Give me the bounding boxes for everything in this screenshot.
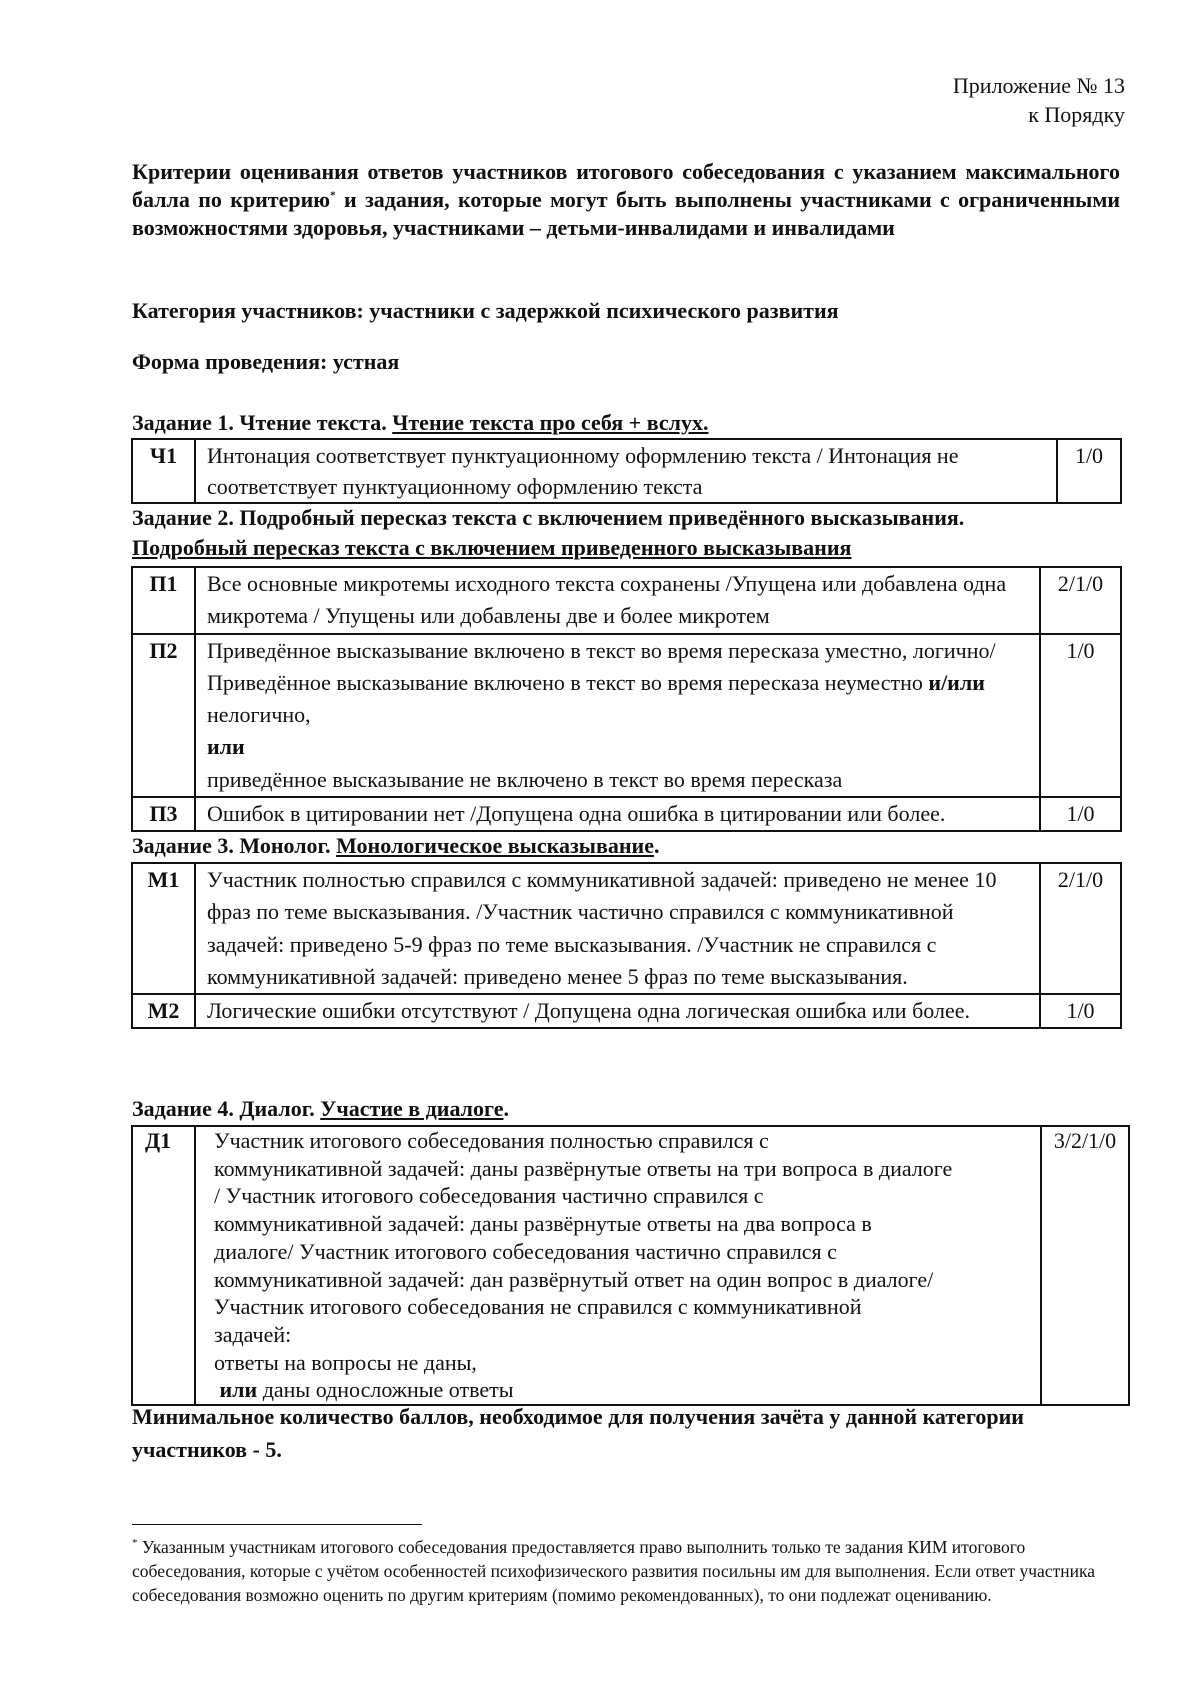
footnote-divider	[132, 1524, 422, 1525]
table-row	[132, 863, 1121, 994]
footnote-mark: *	[132, 1537, 138, 1550]
header-order: к Порядку	[1028, 102, 1125, 127]
title-part1: Критерии оценивания ответов участников итогового собеседования с указанием максимального балла по критерию	[132, 159, 1120, 212]
footnote	[132, 1535, 1122, 1607]
criterion-text: Ошибок в цитировании нет /Допущена одна ошибка в цитировании или более.	[195, 797, 1040, 831]
task4-heading-end: .	[503, 1096, 509, 1121]
criterion-line: коммуникативной задачей: даны развёрнутые ответы на три вопроса в диалоге	[214, 1155, 953, 1181]
minimum-score-note: Минимальное количество баллов, необходимое для получения зачёта у данной категории участников - 5.	[132, 1404, 1024, 1462]
criterion-text	[195, 1126, 1041, 1405]
task3-heading-end: .	[653, 833, 660, 858]
table-row	[132, 439, 1121, 503]
criterion-line: коммуникативной задачей: дан развёрнутый ответ на один вопрос в диалоге/	[214, 1266, 934, 1292]
criterion-line: задачей:	[214, 1321, 292, 1347]
criterion-text-b: нелогично,	[207, 702, 311, 728]
criterion-line: / Участник итогового собеседования частично справился с	[214, 1183, 764, 1209]
footnote-text: Указанным участникам итогового собеседования предоставляется право выполнить только те задания КИМ итогового собеседования, которые с учётом особенностей психофизического развития посильны им для выполнения. Если ответ участника собеседования возможно оценить по другим критериям (помимо рекомендованных), то они подлежат оцениванию.	[132, 1537, 1095, 1605]
title-part2: и задания, которые могут быть выполнены участниками с ограниченными возможностями здоровья, участниками – детьми-инвалидами и инвалидами	[132, 187, 1121, 240]
task1-heading-text: Задание 1. Чтение текста.	[132, 410, 393, 435]
criterion-code: М2	[132, 994, 195, 1028]
task2-table	[131, 566, 1122, 832]
criterion-line: Участник итогового собеседования полностью справился с	[214, 1128, 769, 1153]
criterion-text-a: Приведённое высказывание включено в текст во время пересказа уместно, логично/ Приведённое высказывание включено в текст во время пересказа неуместно	[207, 637, 996, 695]
criterion-text-or: или	[219, 1377, 258, 1403]
criterion-text: Логические ошибки отсутствуют / Допущена одна логическая ошибка или более.	[195, 994, 1040, 1028]
criterion-code: П3	[132, 797, 195, 831]
table-row	[132, 797, 1121, 831]
criterion-code: Ч1	[132, 439, 195, 503]
criterion-line: даны односложные ответы	[257, 1377, 514, 1403]
participant-category: Категория участников: участники с задержкой психического развития	[132, 298, 839, 323]
task4-heading-text: Задание 4. Диалог.	[132, 1096, 321, 1121]
criterion-score: 2/1/0	[1040, 567, 1121, 634]
criterion-text: Все основные микротемы исходного текста сохранены /Упущена или добавлена одна микротема / Упущены или добавлены две и более микротем	[195, 567, 1040, 634]
task3-table	[131, 862, 1122, 1029]
document-title	[132, 158, 1120, 242]
table-row	[132, 994, 1121, 1028]
criterion-score: 2/1/0	[1040, 863, 1121, 994]
task2-heading-underlined: Подробный пересказ текста с включением приведенного высказывания	[132, 535, 852, 560]
task3-heading	[132, 831, 1122, 861]
table-row	[132, 634, 1121, 797]
criterion-text-bold: и/или	[928, 669, 985, 695]
criterion-code: Д1	[132, 1126, 195, 1405]
criterion-code: П2	[132, 634, 195, 797]
criterion-text-or: или	[207, 734, 245, 760]
task3-heading-text: Задание 3. Монолог.	[132, 833, 337, 858]
task2-heading	[132, 503, 1122, 563]
task2-heading-text: Задание 2. Подробный пересказ текста с включением приведённого высказывания.	[132, 505, 965, 530]
criterion-code: М1	[132, 863, 195, 994]
table-row	[132, 567, 1121, 634]
criterion-text: Интонация соответствует пунктуационному оформлению текста / Интонация не соответствует пунктуационному оформлению текста	[195, 439, 1057, 503]
task3-heading-underlined: Монологическое высказывание	[336, 833, 654, 858]
criterion-score: 1/0	[1057, 439, 1121, 503]
criterion-line: Участник итогового собеседования не справился с коммуникативной	[214, 1294, 862, 1320]
header-appendix: Приложение № 13	[952, 73, 1125, 98]
task4-heading-underlined: Участие в диалоге	[320, 1096, 504, 1121]
criterion-score: 1/0	[1040, 797, 1121, 831]
task1-table	[131, 438, 1122, 504]
title-footnote-mark: *	[330, 189, 336, 202]
criterion-line: ответы на вопросы не даны,	[214, 1349, 477, 1375]
task1-heading	[132, 408, 1122, 438]
criterion-text-c: приведённое высказывание не включено в текст во время пересказа	[207, 766, 843, 792]
criterion-score: 3/2/1/0	[1041, 1126, 1129, 1405]
table-row	[132, 1126, 1129, 1405]
criterion-code: П1	[132, 567, 195, 634]
criterion-line: коммуникативной задачей: даны развёрнутые ответы на два вопроса в	[214, 1211, 872, 1237]
task4-table	[131, 1125, 1130, 1406]
exam-form: Форма проведения: устная	[132, 349, 400, 374]
criterion-score: 1/0	[1040, 994, 1121, 1028]
criterion-text: Участник полностью справился с коммуникативной задачей: приведено не менее 10 фраз по теме высказывания. /Участник частично справился с коммуникативной задачей: приведено 5-9 фраз по теме высказывания. /Участник не справился с коммуникативной задачей: приведено менее 5 фраз по теме высказывания.	[195, 863, 1040, 994]
task4-heading	[132, 1094, 1122, 1124]
criterion-text	[195, 634, 1040, 797]
task1-heading-underlined: Чтение текста про себя + вслух.	[392, 410, 709, 435]
criterion-line: диалоге/ Участник итогового собеседования частично справился с	[214, 1238, 837, 1264]
criterion-score: 1/0	[1040, 634, 1121, 797]
